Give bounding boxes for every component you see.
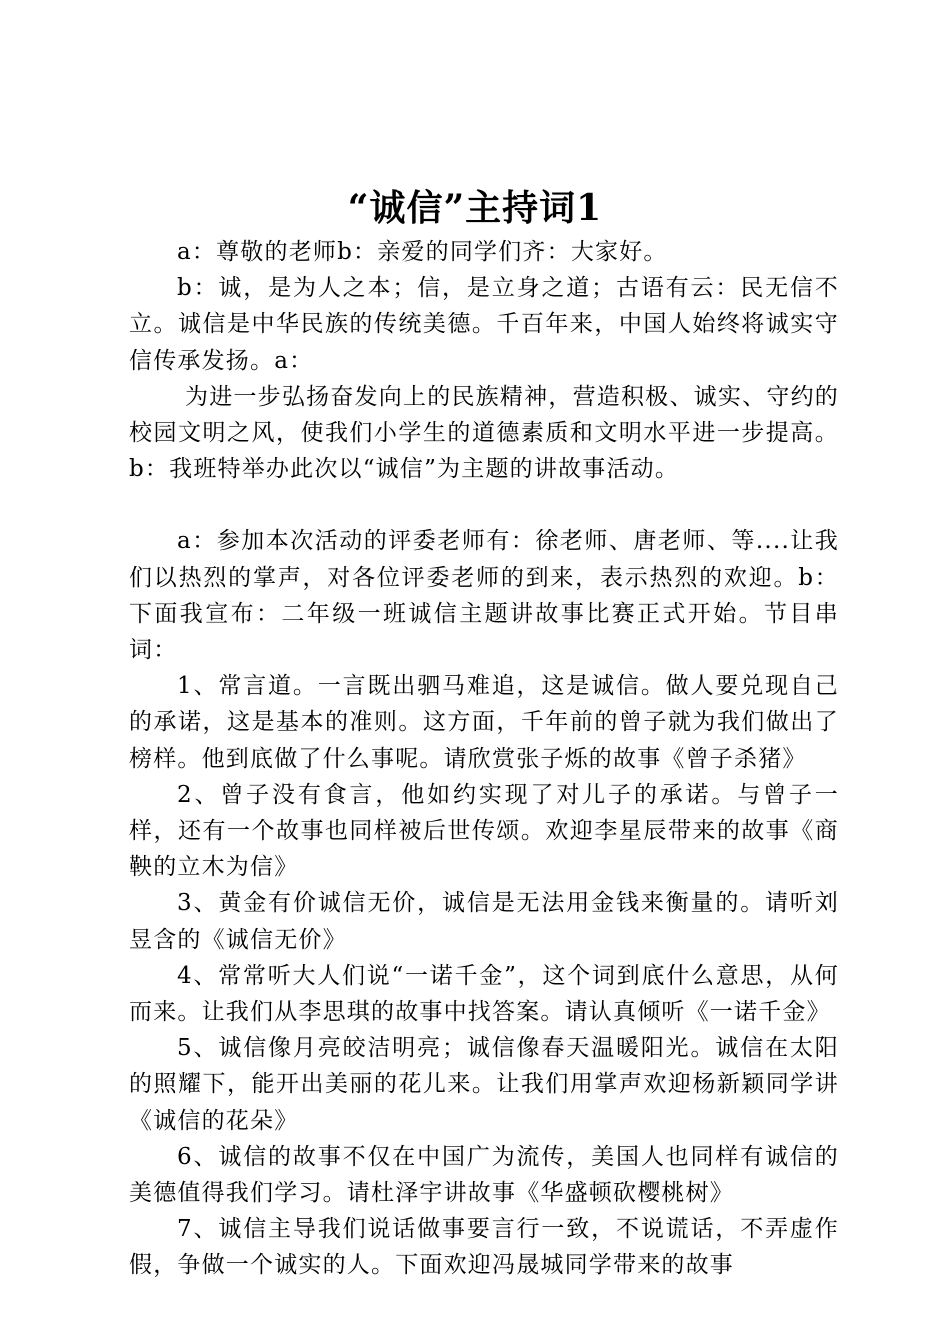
document-body: [129, 234, 839, 1284]
paragraph-purpose: 为进一步弘扬奋发向上的民族精神，营造积极、诚实、守约的校园文明之风，使我们小学生的道德素质和文明水平进一步提高。b：我班特举办此次以“诚信”为主题的讲故事活动。: [129, 383, 839, 483]
paragraph-judges: a：参加本次活动的评委老师有：徐老师、唐老师、等....让我们以热烈的掌声，对各位评委老师的到来，表示热烈的欢迎。b：下面我宣布：二年级一班诚信主题讲故事比赛正式开始。节目串词：: [129, 528, 839, 664]
paragraph-greeting: a：尊敬的老师b：亲爱的同学们齐：大家好。: [177, 239, 668, 265]
program-item-5: 5、诚信像月亮皎洁明亮；诚信像春天温暖阳光。诚信在太阳的照耀下，能开出美丽的花儿来。让我们用掌声欢迎杨新颖同学讲《诚信的花朵》: [129, 1035, 839, 1134]
program-item-7: 7、诚信主导我们说话做事要言行一致，不说谎话，不弄虚作假，争做一个诚实的人。下面欢迎冯晟城同学带来的故事: [129, 1216, 839, 1279]
paragraph-intro: b：诚，是为人之本；信，是立身之道；古语有云：民无信不立。诚信是中华民族的传统美德。千百年来，中国人始终将诚实守信传承发扬。a：: [129, 275, 839, 374]
program-item-4: 4、常常听大人们说“一诺千金”，这个词到底什么意思，从何而来。让我们从李思琪的故事中找答案。请认真倾听《一诺千金》: [129, 962, 839, 1026]
program-item-1: 1、常言道。一言既出驷马难追，这是诚信。做人要兑现自己的承诺，这是基本的准则。这方面，千年前的曾子就为我们做出了榜样。他到底做了什么事呢。请欣赏张子烁的故事《曾子杀猪》: [129, 673, 839, 772]
document-title: “诚信”主持词1: [347, 187, 603, 229]
program-item-2: 2、曾子没有食言，他如约实现了对儿子的承诺。与曾子一样，还有一个故事也同样被后世传颂。欢迎李星辰带来的故事《商鞅的立木为信》: [129, 781, 839, 881]
paragraph-gap: [129, 487, 839, 523]
program-item-6: 6、诚信的故事不仅在中国广为流传，美国人也同样有诚信的美德值得我们学习。请杜泽宇讲故事《华盛顿砍樱桃树》: [129, 1143, 839, 1207]
program-item-3: 3、黄金有价诚信无价，诚信是无法用金钱来衡量的。请听刘昱含的《诚信无价》: [129, 890, 839, 953]
